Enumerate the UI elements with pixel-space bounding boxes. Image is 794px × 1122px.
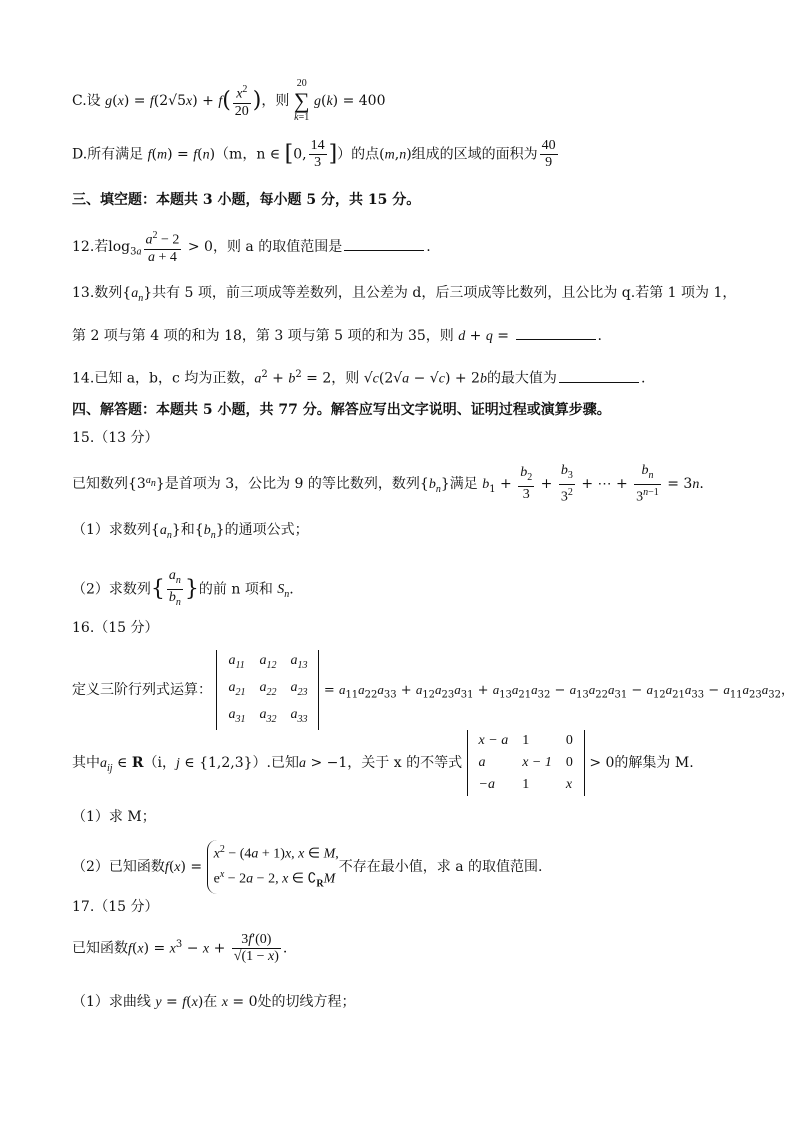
- question-12: 12.若$\log_{3a}$ $\frac{a^2 - 2}{a + 4}$ > 0，则 a 的取值范围是 .: [72, 230, 431, 265]
- question-17-title: 17.（15 分）: [72, 899, 159, 915]
- question-17-stem: 已知函数$f(x) = x^3 - x$ + $\frac{3f'(0)}{√(1 - x)}$ .: [72, 932, 288, 964]
- answer-blank[interactable]: [559, 368, 639, 383]
- question-16-part1: （1）求 M；: [72, 809, 156, 825]
- answer-blank[interactable]: [344, 236, 424, 251]
- question-14: 14.已知 a，b，c 均为正数，$a^2 + b^2 = 2$，则 √c(2√a − √c) + 2b的最大值为 .: [72, 369, 646, 387]
- determinant-inequality: x − a 1 0 a x − 1 0 −a 1 x: [467, 730, 585, 796]
- question-15-part1: （1）求数列$\{a_n\}$和$\{b_n\}$的通项公式；: [72, 522, 309, 541]
- question-15-title: 15.（13 分）: [72, 430, 159, 446]
- question-15-part2: （2）求数列{ $\frac{a_n}{b_n}$ }的前 n 项和 $S_n$.: [72, 568, 294, 608]
- determinant-definition: $a_{11}$ $a_{12}$ $a_{13}$ $a_{21}$ $a_{22}$ $a_{23}$ $a_{31}$ $a_{32}$ $a_{33}$: [216, 650, 319, 730]
- question-16-condition: 其中$a_{ij}$ ∈ R（i，j ∈ {1,2,3}）.已知a > −1，关于 x 的不等式 x − a 1 0 a x − 1 0 −a 1 x > 0的解集为 M.: [72, 730, 694, 796]
- question-16-definition: 定义三阶行列式运算： $a_{11}$ $a_{12}$ $a_{13}$ $a_{21}$ $a_{22}$ $a_{23}$ $a_{31}$ $a_{32}$ $a_{33} = a_{11}a_{22}a_{33} + a_{12}a_{23}a_{31} + a_{13}a_{21}a_{32} - a_{13}a_{22}a_{31} - a_{12}a_{21}a_{33} - a_{11}a_{23}a_{32}$，: [72, 650, 794, 730]
- question-13-line1: 13.数列$\{a_n\}$共有 5 项，前三项成等差数列，且公差为 d，后三项成等比数列，且公比为 q.若第 1 项为 1，: [72, 285, 737, 304]
- question-17-part1: （1）求曲线 y = f(x)在 x = 0处的切线方程；: [72, 994, 356, 1010]
- section4-heading: 四、解答题：本题共 5 小题，共 77 分。解答应写出文字说明、证明过程或演算步骤。: [72, 402, 611, 418]
- question-16-part2: （2）已知函数f(x) = $x^2 - (4a + 1)x$, x ∈ M, $e^x - 2a - 2$, x ∈ $∁_RM$ 不存在最小值，求 a 的取值范围.: [72, 840, 542, 894]
- section3-heading: 三、填空题：本题共 3 小题，每小题 5 分，共 15 分。: [72, 192, 421, 208]
- option-c: C.设 g(x) = f(2√5x) + f( $\frac{x^2}{20}$ )，则 20 ∑ k=1 g(k) = 400: [72, 78, 386, 123]
- question-16-title: 16.（15 分）: [72, 620, 159, 636]
- question-15-stem: 已知数列$\{3^{a_n}\}$是首项为 3，公比为 9 的等比数列，数列$\{b_n\}$满足 $b_1$ + $\frac{b_2}{3}$ + $\frac{b_3}{3^2}$ + ⋯ + $\frac{b_n}{3^{n-1}}$ = 3n.: [72, 463, 704, 505]
- answer-blank[interactable]: [516, 325, 596, 340]
- option-d: D.所有满足 f(m) = f(n)（m，n ∈ [0, $\frac{14}{3}$ ]）的点(m,n)组成的区域的面积为 $\frac{40}{9}$: [72, 138, 556, 170]
- question-13-line2: 第 2 项与第 4 项的和为 18，第 3 项与第 5 项的和为 35，则 d + q = .: [72, 325, 602, 347]
- piecewise-function: $x^2 - (4a + 1)x$, x ∈ M, $e^x - 2a - 2$, x ∈ $∁_RM$: [207, 840, 339, 894]
